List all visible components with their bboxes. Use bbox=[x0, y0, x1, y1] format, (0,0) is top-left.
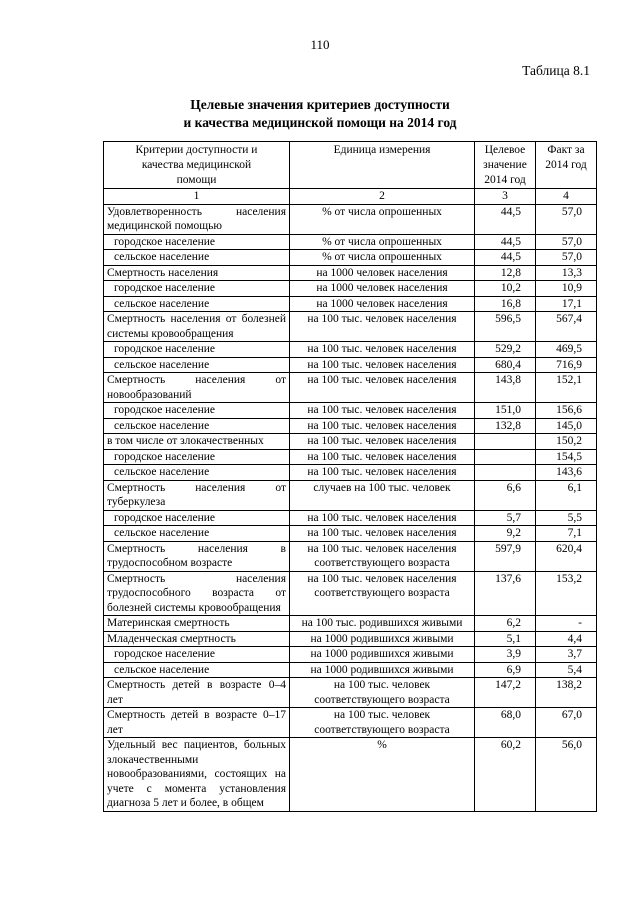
table-row bbox=[104, 465, 597, 481]
target-value-cell: 10,2 bbox=[475, 281, 536, 297]
criterion-cell: сельское население bbox=[104, 357, 290, 373]
fact-value-cell: 145,0 bbox=[536, 418, 597, 434]
table-row bbox=[104, 738, 597, 812]
target-value-cell: 151,0 bbox=[475, 403, 536, 419]
criterion-cell: Материнская смертность bbox=[104, 616, 290, 632]
unit-cell: на 100 тыс. человек соответствующего возраста bbox=[290, 678, 475, 708]
criterion-cell: сельское население bbox=[104, 250, 290, 266]
table-row bbox=[104, 204, 597, 234]
column-number-row bbox=[104, 189, 597, 205]
target-value-cell: 44,5 bbox=[475, 204, 536, 234]
page-number: 110 bbox=[310, 37, 330, 52]
fact-value-cell: 152,1 bbox=[536, 373, 597, 403]
criterion-cell: сельское население bbox=[104, 526, 290, 542]
target-value-cell: 680,4 bbox=[475, 357, 536, 373]
fact-value-cell: 57,0 bbox=[536, 204, 597, 234]
table-row bbox=[104, 403, 597, 419]
target-value-cell: 6,2 bbox=[475, 616, 536, 632]
target-value-cell: 5,7 bbox=[475, 510, 536, 526]
unit-cell: % от числа опрошенных bbox=[290, 250, 475, 266]
table-row bbox=[104, 526, 597, 542]
fact-value-cell: 67,0 bbox=[536, 708, 597, 738]
fact-value-cell: 4,4 bbox=[536, 631, 597, 647]
criterion-cell: сельское население bbox=[104, 465, 290, 481]
fact-value-cell: - bbox=[536, 616, 597, 632]
table-row bbox=[104, 510, 597, 526]
target-value-cell: 3,9 bbox=[475, 647, 536, 663]
criterion-cell: Смертность населения от новообразований bbox=[104, 373, 290, 403]
fact-value-cell: 716,9 bbox=[536, 357, 597, 373]
fact-value-cell: 567,4 bbox=[536, 312, 597, 342]
table-row bbox=[104, 541, 597, 571]
target-value-cell: 132,8 bbox=[475, 418, 536, 434]
criterion-cell: Смертность детей в возрасте 0–4 лет bbox=[104, 678, 290, 708]
target-value-cell bbox=[475, 434, 536, 450]
unit-cell: на 100 тыс. человек населения bbox=[290, 312, 475, 342]
table-row bbox=[104, 418, 597, 434]
table-row bbox=[104, 234, 597, 250]
unit-cell: на 100 тыс. человек населения bbox=[290, 418, 475, 434]
fact-value-cell: 7,1 bbox=[536, 526, 597, 542]
criteria-table bbox=[103, 141, 597, 812]
header-fact: Факт за 2014 год bbox=[536, 142, 597, 189]
fact-value-cell: 150,2 bbox=[536, 434, 597, 450]
unit-cell: на 100 тыс. человек населения bbox=[290, 526, 475, 542]
unit-cell: на 100 тыс. человек населения bbox=[290, 510, 475, 526]
fact-value-cell: 3,7 bbox=[536, 647, 597, 663]
table-row bbox=[104, 265, 597, 281]
target-value-cell: 529,2 bbox=[475, 342, 536, 358]
fact-value-cell: 5,4 bbox=[536, 662, 597, 678]
target-value-cell: 68,0 bbox=[475, 708, 536, 738]
target-value-cell: 12,8 bbox=[475, 265, 536, 281]
unit-cell: на 1000 родившихся живыми bbox=[290, 662, 475, 678]
table-row bbox=[104, 434, 597, 450]
unit-cell: на 100 тыс. человек населения bbox=[290, 465, 475, 481]
criterion-cell: городское население bbox=[104, 342, 290, 358]
criterion-cell: городское население bbox=[104, 647, 290, 663]
fact-value-cell: 57,0 bbox=[536, 234, 597, 250]
table-title bbox=[0, 96, 640, 132]
fact-value-cell: 469,5 bbox=[536, 342, 597, 358]
target-value-cell: 6,9 bbox=[475, 662, 536, 678]
unit-cell: на 1000 человек населения bbox=[290, 296, 475, 312]
target-value-cell bbox=[475, 449, 536, 465]
unit-cell: случаев на 100 тыс. человек bbox=[290, 480, 475, 510]
criterion-cell: сельское население bbox=[104, 418, 290, 434]
criterion-cell: в том числе от злокачественных bbox=[104, 434, 290, 450]
fact-value-cell: 6,1 bbox=[536, 480, 597, 510]
table-row bbox=[104, 647, 597, 663]
fact-value-cell: 57,0 bbox=[536, 250, 597, 266]
criterion-cell: Смертность населения bbox=[104, 265, 290, 281]
criterion-cell: Смертность населения от туберкулеза bbox=[104, 480, 290, 510]
criterion-cell: городское население bbox=[104, 281, 290, 297]
unit-cell: на 100 тыс. человек населения bbox=[290, 342, 475, 358]
table-row bbox=[104, 631, 597, 647]
target-value-cell: 9,2 bbox=[475, 526, 536, 542]
header-target: Целевое значение 2014 год bbox=[475, 142, 536, 189]
table-row bbox=[104, 449, 597, 465]
title-line-2: и качества медицинской помощи на 2014 год bbox=[183, 115, 457, 130]
target-value-cell: 16,8 bbox=[475, 296, 536, 312]
table-row bbox=[104, 708, 597, 738]
unit-cell: на 1000 родившихся живыми bbox=[290, 631, 475, 647]
header-unit: Единица измерения bbox=[290, 142, 475, 189]
table-row bbox=[104, 678, 597, 708]
fact-value-cell: 156,6 bbox=[536, 403, 597, 419]
table-row bbox=[104, 662, 597, 678]
criterion-cell: Удельный вес пациентов, больных злокачественными новообразованиями, состоящих на учете с момента установления диагноза 5 лет и более, в общем bbox=[104, 738, 290, 812]
header-row bbox=[104, 142, 597, 189]
criterion-cell: городское население bbox=[104, 234, 290, 250]
target-value-cell: 147,2 bbox=[475, 678, 536, 708]
unit-cell: на 100 тыс. родившихся живыми bbox=[290, 616, 475, 632]
unit-cell: на 100 тыс. человек населения bbox=[290, 434, 475, 450]
target-value-cell: 6,6 bbox=[475, 480, 536, 510]
table-row bbox=[104, 571, 597, 616]
table-row bbox=[104, 312, 597, 342]
criterion-cell: Младенческая смертность bbox=[104, 631, 290, 647]
unit-cell: на 100 тыс. человек населения bbox=[290, 403, 475, 419]
target-value-cell: 44,5 bbox=[475, 250, 536, 266]
fact-value-cell: 13,3 bbox=[536, 265, 597, 281]
header-criteria: Критерии доступности и качества медицинской помощи bbox=[104, 142, 290, 189]
fact-value-cell: 620,4 bbox=[536, 541, 597, 571]
criterion-cell: Смертность населения трудоспособного возраста от болезней системы кровообращения bbox=[104, 571, 290, 616]
unit-cell: % от числа опрошенных bbox=[290, 234, 475, 250]
table-row bbox=[104, 357, 597, 373]
table-row bbox=[104, 480, 597, 510]
fact-value-cell: 5,5 bbox=[536, 510, 597, 526]
fact-value-cell: 153,2 bbox=[536, 571, 597, 616]
target-value-cell: 44,5 bbox=[475, 234, 536, 250]
target-value-cell: 596,5 bbox=[475, 312, 536, 342]
column-number: 2 bbox=[290, 189, 475, 205]
table-row bbox=[104, 296, 597, 312]
fact-value-cell: 17,1 bbox=[536, 296, 597, 312]
target-value-cell bbox=[475, 465, 536, 481]
table-row bbox=[104, 342, 597, 358]
table-row bbox=[104, 250, 597, 266]
unit-cell: на 1000 родившихся живыми bbox=[290, 647, 475, 663]
fact-value-cell: 56,0 bbox=[536, 738, 597, 812]
fact-value-cell: 10,9 bbox=[536, 281, 597, 297]
unit-cell: % bbox=[290, 738, 475, 812]
criterion-cell: сельское население bbox=[104, 662, 290, 678]
criterion-cell: городское население bbox=[104, 449, 290, 465]
column-number: 1 bbox=[104, 189, 290, 205]
target-value-cell: 137,6 bbox=[475, 571, 536, 616]
table-body bbox=[104, 204, 597, 811]
target-value-cell: 597,9 bbox=[475, 541, 536, 571]
table-row bbox=[104, 373, 597, 403]
unit-cell: % от числа опрошенных bbox=[290, 204, 475, 234]
criterion-cell: сельское население bbox=[104, 296, 290, 312]
target-value-cell: 60,2 bbox=[475, 738, 536, 812]
table-label: Таблица 8.1 bbox=[522, 63, 590, 78]
unit-cell: на 1000 человек населения bbox=[290, 265, 475, 281]
fact-value-cell: 154,5 bbox=[536, 449, 597, 465]
criterion-cell: Смертность населения от болезней системы кровообращения bbox=[104, 312, 290, 342]
fact-value-cell: 143,6 bbox=[536, 465, 597, 481]
criterion-cell: городское население bbox=[104, 403, 290, 419]
column-number: 4 bbox=[536, 189, 597, 205]
unit-cell: на 100 тыс. человек населения bbox=[290, 373, 475, 403]
unit-cell: на 100 тыс. человек населения bbox=[290, 357, 475, 373]
target-value-cell: 5,1 bbox=[475, 631, 536, 647]
unit-cell: на 100 тыс. человек населения соответствующего возраста bbox=[290, 571, 475, 616]
criterion-cell: городское население bbox=[104, 510, 290, 526]
table-row bbox=[104, 616, 597, 632]
unit-cell: на 100 тыс. человек соответствующего возраста bbox=[290, 708, 475, 738]
criterion-cell: Смертность населения в трудоспособном возрасте bbox=[104, 541, 290, 571]
criterion-cell: Удовлетворенность населения медицинской помощью bbox=[104, 204, 290, 234]
unit-cell: на 1000 человек населения bbox=[290, 281, 475, 297]
column-number: 3 bbox=[475, 189, 536, 205]
target-value-cell: 143,8 bbox=[475, 373, 536, 403]
unit-cell: на 100 тыс. человек населения bbox=[290, 449, 475, 465]
table-row bbox=[104, 281, 597, 297]
fact-value-cell: 138,2 bbox=[536, 678, 597, 708]
title-line-1: Целевые значения критериев доступности bbox=[190, 97, 450, 112]
criterion-cell: Смертность детей в возрасте 0–17 лет bbox=[104, 708, 290, 738]
unit-cell: на 100 тыс. человек населения соответствующего возраста bbox=[290, 541, 475, 571]
